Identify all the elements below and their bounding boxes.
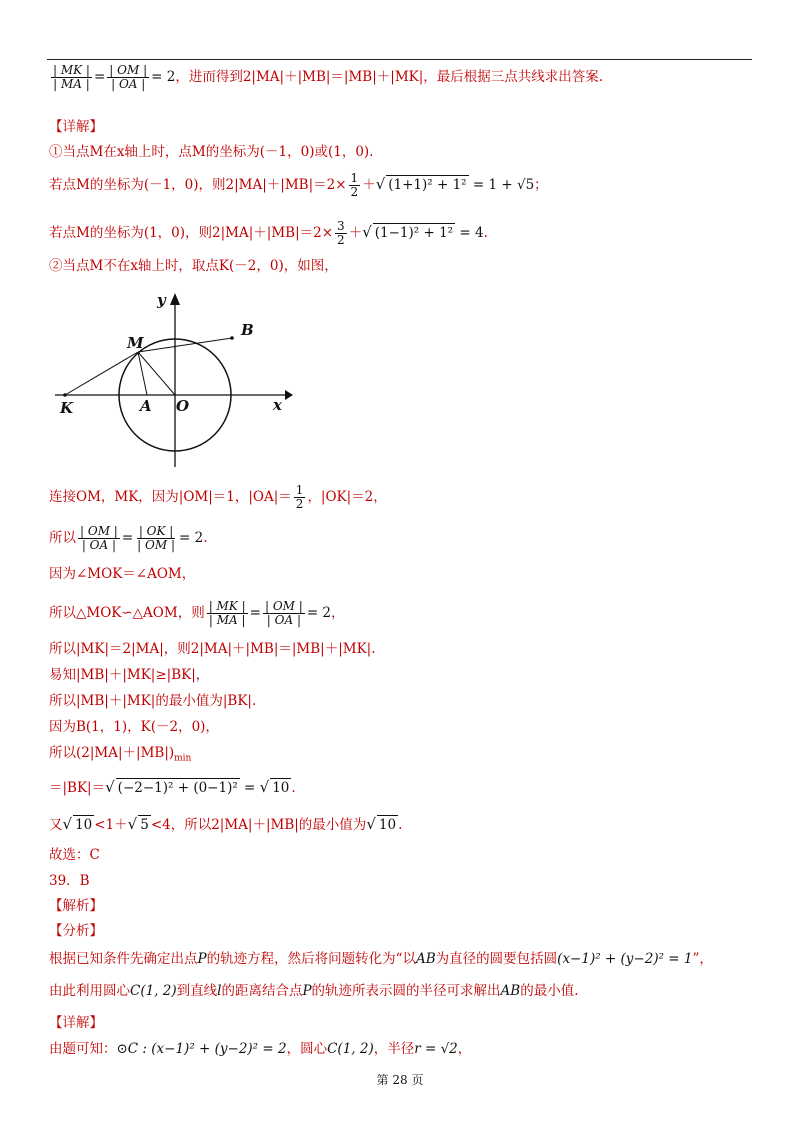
fraction: $\frac{| OM |}{| OA |}$ (109, 63, 148, 91)
line-min-bk: 所以|MB|＋|MK|的最小值为|BK|. (49, 693, 257, 709)
fraction: $\frac{| OM |}{| OA |}$ (264, 599, 303, 627)
label-B: B (241, 321, 254, 339)
label-O: O (176, 397, 190, 415)
line-circle-c: 由题可知：⊙C : (x−1)² + (y−2)² = 2，圆心C(1, 2)，半径r = √2， (49, 1041, 472, 1057)
label-y: y (157, 291, 166, 309)
fraction: $\frac{| MK |}{| MA |}$ (208, 599, 246, 627)
label-A: A (140, 397, 152, 415)
line-case-1b: 若点M的坐标为(1，0)，则2|MA|＋|MB|＝2× $\frac{3}{2}$ ＋√ (1−1)² + 1² = 4. (49, 219, 488, 247)
top-rule (47, 59, 752, 60)
line-angle: 因为∠MOK＝∠AOM， (49, 566, 196, 582)
geometry-figure (45, 285, 295, 470)
line-case-1a: 若点M的坐标为(－1，0)，则2|MA|＋|MB|＝2× $\frac{1}{2}$ ＋√ (1+1)² + 1² = 1 + √5； (49, 171, 548, 199)
heading-detail-2: 【详解】 (49, 1015, 103, 1031)
heading-analysis: 【解析】 (49, 898, 103, 914)
label-M: M (127, 334, 144, 352)
line-lengths: 连接OM，MK，因为|OM|＝1，|OA|＝ $\frac{1}{2}$ ，|OK|＝2， (49, 483, 387, 511)
fraction: $\frac{| MK |}{| MA |}$ (53, 63, 90, 91)
heading-detail: 【详解】 (49, 119, 103, 135)
point-K (63, 393, 67, 397)
heading-fenxi: 【分析】 (49, 923, 103, 939)
fraction: $\frac{3}{2}$ (337, 219, 345, 247)
line-case-1: ①当点M在x轴上时，点M的坐标为(－1，0)或(1，0). (49, 144, 374, 160)
line-answer: 故选：C (49, 847, 100, 863)
line-analysis-2: 由此利用圆心C(1, 2)到直线l的距离结合点P的轨迹所表示圆的半径可求解出AB的最小值. (49, 983, 579, 999)
line-ratio-om: 所以 $\frac{| OM |}{| OA |}$ = $\frac{| OK |}{| OM |}$ = 2. (49, 524, 208, 552)
line-points: 因为B(1，1)，K(－2，0)， (49, 719, 219, 735)
line-q39: 39．B (49, 873, 90, 889)
fraction: $\frac{| OM |}{| OA |}$ (80, 524, 118, 552)
segment-MA (138, 352, 147, 395)
line-ratio-summary: $\frac{| MK |}{| MA |}$ = $\frac{| OM |}{| OA |}$ = 2，进而得到2|MA|＋|MB|＝|MB|＋|MK|，最后根据三点共线求出答案. (53, 63, 604, 91)
label-K: K (60, 399, 74, 417)
line-case-2: ②当点M不在x轴上时，取点K(－2，0)，如图， (49, 258, 338, 274)
label-x: x (273, 396, 282, 414)
point-B (230, 336, 234, 340)
line-similar: 所以△MOK∽△AOM，则 $\frac{| MK |}{| MA |}$ = $\frac{| OM |}{| OA |}$ = 2， (49, 599, 345, 627)
x-axis-arrow (285, 390, 293, 400)
fraction: $\frac{1}{2}$ (350, 171, 359, 199)
y-axis-arrow (170, 293, 180, 305)
segment-MO (138, 352, 175, 395)
fraction: $\frac{1}{2}$ (295, 483, 304, 511)
fraction: $\frac{| OK |}{| OM |}$ (137, 524, 175, 552)
line-compare: 又√ 10 <1＋√ 5 <4，所以2|MA|＋|MB|的最小值为√ 10 . (49, 815, 403, 833)
page-footer: 第 28 页 (376, 1073, 424, 1087)
line-mk: 所以|MK|＝2|MA|，则2|MA|＋|MB|＝|MB|＋|MK|. (49, 641, 376, 657)
line-ineq: 易知|MB|＋|MK|≥|BK|， (49, 667, 210, 683)
line-min-label: 所以$(2|MA|+|MB|)_{min}$ (49, 745, 192, 764)
segment-KM (65, 352, 138, 395)
line-analysis-1: 根据已知条件先确定出点P的轨迹方程，然后将问题转化为“以AB为直径的圆要包括圆(x−1)² + (y−2)² = 1”， (49, 951, 713, 967)
line-bk-value: ＝|BK|＝√ (−2−1)² + (0−1)² = √ 10 . (49, 778, 296, 796)
